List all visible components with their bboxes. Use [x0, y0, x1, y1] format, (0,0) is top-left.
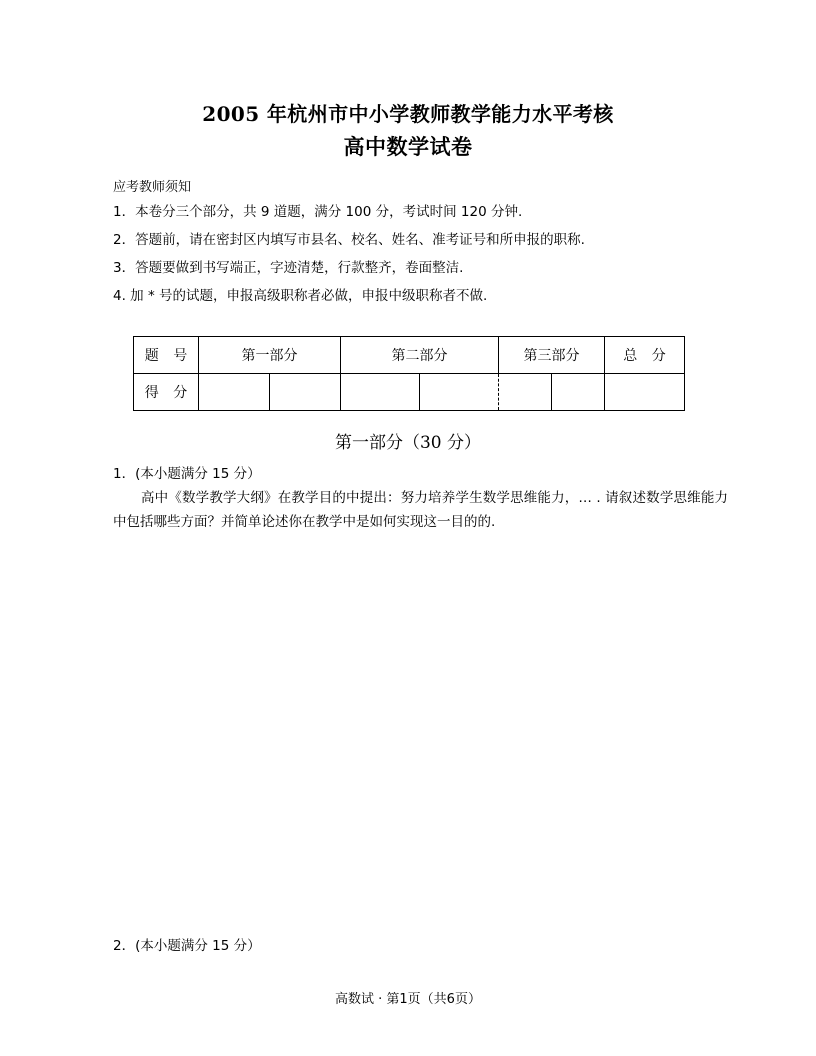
question-2-label: 2．(本小题满分 15 分）	[113, 938, 261, 954]
question-2	[113, 934, 728, 958]
document-title-main: 2005 年杭州市中小学教师教学能力水平考核	[202, 102, 614, 126]
table-header-total: 总 分	[605, 337, 685, 374]
score-table	[133, 336, 685, 411]
score-cell-part2-a[interactable]	[341, 374, 420, 411]
notice-item: 1．本卷分三个部分，共 9 道题，满分 100 分，考试时间 120 分钟.	[113, 204, 523, 220]
notice-list	[113, 198, 753, 310]
table-header-part-3: 第三部分	[499, 337, 605, 374]
score-cell-part2-c[interactable]	[499, 374, 552, 411]
question-1	[113, 462, 728, 534]
score-cell-part1-a[interactable]	[199, 374, 270, 411]
page-footer: 高数试 · 第1页（共6页）	[335, 992, 481, 1007]
table-row-label-score: 得 分	[134, 374, 199, 411]
table-row-label-number: 题 号	[134, 337, 199, 374]
notice-item: 4. 加 * 号的试题，申报高级职称者必做，申报中级职称者不做.	[113, 288, 488, 304]
notice-heading: 应考教师须知	[113, 180, 192, 195]
document-title-sub: 高中数学试卷	[343, 135, 473, 159]
notice-item: 3．答题要做到书写端正，字迹清楚，行款整齐，卷面整洁.	[113, 260, 464, 276]
table-header-part-1: 第一部分	[199, 337, 341, 374]
section-heading-part-1: 第一部分（30 分）	[334, 433, 482, 453]
question-1-label: 1．(本小题满分 15 分）	[113, 466, 261, 482]
score-cell-part2-b[interactable]	[420, 374, 499, 411]
table-row-header	[134, 337, 685, 374]
notice-item: 2．答题前，请在密封区内填写市县名、校名、姓名、准考证号和所申报的职称.	[113, 232, 585, 248]
score-cell-part1-b[interactable]	[270, 374, 341, 411]
table-header-part-2: 第二部分	[341, 337, 499, 374]
table-row-score	[134, 374, 685, 411]
question-1-body: 高中《数学教学大纲》在教学目的中提出：努力培养学生数学思维能力，… . 请叙述数学思维能力中包括哪些方面？并简单论述你在教学中是如何实现这一目的的.	[113, 490, 728, 530]
score-cell-total[interactable]	[605, 374, 685, 411]
score-cell-part3-a[interactable]	[552, 374, 605, 411]
